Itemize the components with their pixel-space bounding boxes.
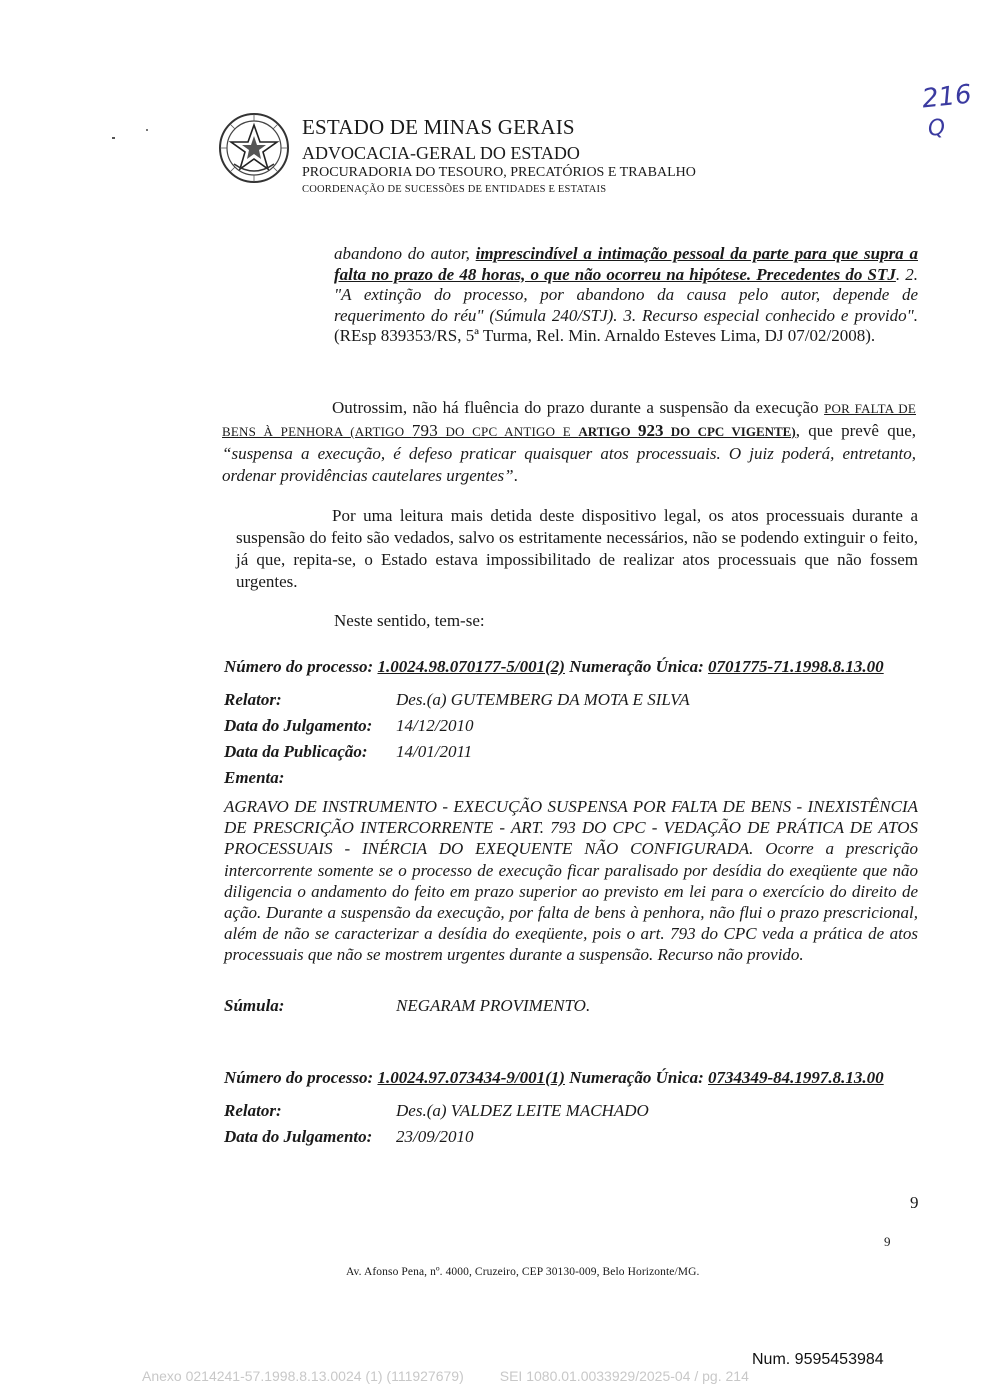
header-agency: ADVOCACIA-GERAL DO ESTADO (302, 143, 580, 163)
legal-reference-bold: DO CPC VIGENTE) (663, 424, 796, 439)
judgment-date-label: Data do Julgamento: (224, 716, 373, 735)
handwritten-page-number: 216 (920, 79, 974, 115)
legal-reference-bold: 923 (637, 421, 664, 440)
paragraph-leitura (236, 505, 918, 593)
quote-underlined: imprescindível a intimação pessoal da parte para que supra a falta no prazo de 48 horas, o que não ocorreu na hipótese. Precedentes do STJ (334, 244, 918, 284)
unique-number-value: 0734349-84.1997.8.13.00 (708, 1068, 884, 1087)
sumula-label: Súmula: (224, 996, 285, 1015)
document-number: Num. 9595453984 (752, 1351, 884, 1368)
footer-sei: SEI 1080.01.0033929/2025-04 / pg. 214 (499, 1368, 749, 1384)
paragraph-outrossim (222, 397, 916, 487)
relator-label: Relator: (224, 690, 282, 709)
relator-value: Des.(a) GUTEMBERG DA MOTA E SILVA (396, 690, 690, 709)
ementa-label: Ementa: (224, 768, 285, 787)
page-number-small: 9 (884, 1234, 891, 1249)
paragraph-text: , que prevê que, (795, 421, 916, 440)
sumula-value: NEGARAM PROVIMENTO. (396, 996, 591, 1015)
case-number-value: 1.0024.97.073434-9/001(1) (377, 1068, 565, 1087)
header-procuradoria: PROCURADORIA DO TESOURO, PRECATÓRIOS E TRABALHO (302, 165, 696, 180)
publication-date-value: 14/01/2011 (396, 742, 473, 761)
judgment-date-label: Data do Julgamento: (224, 1127, 373, 1146)
quote-text: . 2. "A extinção do processo, por abandono da causa pelo autor, depende de requerimento do réu" (Súmula 240/STJ). 3. Recurso especial conhecido e provido". (334, 264, 918, 325)
relator-label: Relator: (224, 1101, 282, 1120)
relator-value: Des.(a) VALDEZ LEITE MACHADO (396, 1101, 649, 1120)
handwritten-initial: Q (926, 114, 947, 143)
system-footer (142, 1368, 749, 1384)
legal-reference: 793 (411, 421, 438, 440)
legal-reference: DO CPC ANTIGO E (437, 424, 579, 439)
publication-date-label: Data da Publicação: (224, 742, 368, 761)
paragraph-neste-sentido: Neste sentido, tem-se: (334, 611, 485, 630)
quote-text: abandono do autor, (334, 244, 476, 263)
header-coordenacao: COORDENAÇÃO DE SUCESSÕES DE ENTIDADES E ESTATAIS (302, 184, 607, 195)
case-number-value: 1.0024.98.070177-5/001(2) (377, 657, 565, 676)
quoted-precedent (334, 244, 918, 347)
footer-annex: Anexo 0214241-57.1998.8.13.0024 (1) (111927679) (142, 1368, 464, 1384)
judgment-date-value: 14/12/2010 (396, 716, 474, 735)
quote-citation: (REsp 839353/RS, 5ª Turma, Rel. Min. Arnaldo Esteves Lima, DJ 07/02/2008). (334, 326, 876, 346)
judgment-date-value: 23/09/2010 (396, 1127, 474, 1146)
paragraph-text: Outrossim, não há fluência do prazo durante a suspensão da execução (332, 398, 825, 417)
scan-speck (146, 129, 148, 131)
legal-reference: POR FALTA DE BENS À PENHORA (ARTIGO (222, 401, 916, 439)
page-number: 9 (910, 1193, 919, 1212)
quoted-article: “suspensa a execução, é defeso praticar quaisquer atos processuais. O juiz poderá, entretanto, ordenar providências cautelares urgentes” (222, 444, 916, 485)
case-number-label: Número do processo: (224, 657, 378, 676)
paragraph-text: Por uma leitura mais detida deste dispositivo legal, os atos processuais durante a suspensão do feito são vedados, salvo os estritamente necessários, não se podendo extinguir o feito, já que, repita-se, o Estado estava impossibilitado de realizar atos processuais que não fossem urgentes. (236, 506, 918, 591)
header-state: ESTADO DE MINAS GERAIS (302, 115, 575, 139)
unique-number-label: Numeração Única: (564, 1068, 709, 1087)
state-seal-icon (218, 112, 290, 184)
case-number-line (224, 657, 884, 677)
case-number-line (224, 1068, 884, 1088)
case-number-label: Número do processo: (224, 1068, 378, 1087)
ementa-text: AGRAVO DE INSTRUMENTO - EXECUÇÃO SUSPENSA POR FALTA DE BENS - INEXISTÊNCIA DE PRESCRIÇÃO INTERCORRENTE - ART. 793 DO CPC - VEDAÇÃO DE PRÁTICA DE ATOS PROCESSUAIS - INÉRCIA DO EXEQUENTE NÃO CONFIGURADA. Ocorre a prescrição intercorrente somente se o processo de execução ficar paralisado por desídia do exeqüente que não diligencia o andamento do feito em prazo superior ao previsto em lei para o exercício do direito de ação. Durante a suspensão da execução, por falta de bens à penhora, não flui o prazo prescricional, além de não se caracterizar a desídia do exeqüente, pois o art. 793 do CPC veda a prática de atos processuais que não se mostrem urgentes durante a suspensão. Recurso não provido. (224, 797, 918, 965)
unique-number-label: Numeração Única: (564, 657, 709, 676)
paragraph-text: . (513, 466, 518, 485)
legal-reference-bold: ARTIGO (578, 424, 638, 439)
unique-number-value: 0701775-71.1998.8.13.00 (708, 657, 884, 676)
scan-speck (112, 137, 115, 139)
address-footer: Av. Afonso Pena, nº. 4000, Cruzeiro, CEP 30130-009, Belo Horizonte/MG. (346, 1266, 700, 1278)
